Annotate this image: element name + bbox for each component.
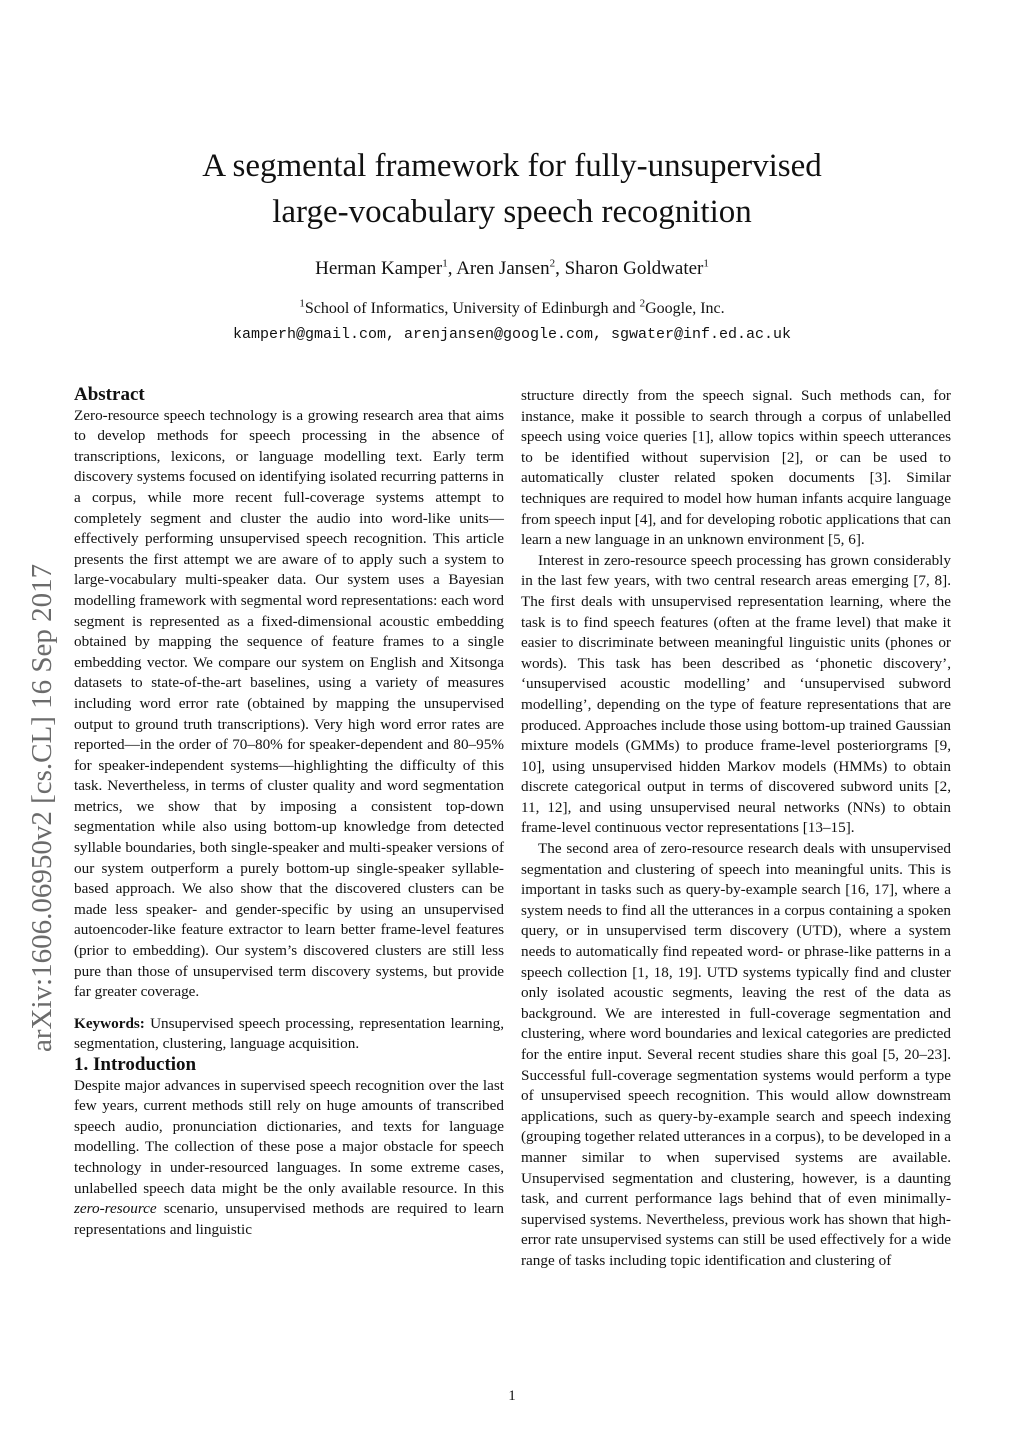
left-column bbox=[74, 385, 504, 1240]
affil-mark: 2 bbox=[639, 297, 646, 310]
author-name: Aren Jansen bbox=[456, 258, 550, 279]
body-paragraph: Interest in zero-resource speech processing has grown considerably in the last few years, with two central research areas emerging [7, 8]. The first deals with unsupervised representation learning, where the task is to find speech features (often at the frame level) that make it easier to discriminate between meaningful linguistic units (phones or words). This task has been described as ‘phonetic discovery’, ‘unsupervised acoustic modelling’ and ‘unsupervised subword modelling’, depending on the type of feature representations that are produced. Approaches include those using bottom-up trained Gaussian mixture models (GMMs) to produce frame-level posteriorgrams [9, 10], using unsupervised hidden Markov models (HMMs) to obtain discrete categorical output in terms of discovered subword units [2, 11, 12], and using unsupervised neural networks (NNs) to obtain frame-level continuous vector representations [13–15]. bbox=[521, 551, 951, 837]
intro-paragraph bbox=[74, 1076, 504, 1241]
title-line-2: large-vocabulary speech recognition bbox=[272, 194, 752, 230]
keywords bbox=[74, 1014, 504, 1055]
author-emails: kamperh@gmail.com, arenjansen@google.com, sgwater@inf.ed.ac.uk bbox=[232, 326, 792, 343]
title-line-1: A segmental framework for fully-unsupervised bbox=[202, 148, 822, 184]
affil-text: Google, Inc. bbox=[645, 300, 725, 317]
page-number: 1 bbox=[508, 1388, 516, 1404]
body-paragraph: The second area of zero-resource research deals with unsupervised segmentation and clustering of speech into meaningful units. This is important in tasks such as query-by-example search [16, 17], where a system needs to find all the utterances in a corpus containing a spoken query, or in unsupervised term discovery (UTD), where a system needs to automatically find repeated word- or phrase-like patterns in a speech collection [1, 18, 19]. UTD systems typically find and cluster only isolated acoustic segments, leaving the rest of the data as background. We are interested in full-coverage segmentation and clustering, where word boundaries and lexical categories are predicted for the entire input. Several recent studies share this goal [5, 20–23]. Successful full-coverage segmentation systems would perform a type of unsupervised speech recognition. This would allow downstream applications, such as query-by-example search and speech indexing (grouping together related utterances in a corpus), to be developed in a manner similar to when supervised systems are available. Unsupervised segmentation and clustering, however, is a daunting task, and current performance lags behind that of even minimally-supervised systems. Nevertheless, previous work has shown that high-error rate unsupervised systems can still be used effectively for a wide range of tasks including topic identification and clustering of bbox=[521, 840, 951, 1269]
body-paragraph: structure directly from the speech signal. Such methods can, for instance, make it possible to search through a corpus of unlabelled speech using voice queries [1], allow topics within speech utterances to be identified without supervision [2], or can be used to automatically cluster related spoken documents [3]. Similar techniques are required to model how human infants acquire language from speech input [4], and for developing robotic applications that can learn a new language in an unknown environment [5, 6]. bbox=[521, 387, 951, 549]
intro-emphasis: zero-resource bbox=[74, 1200, 157, 1218]
affiliations bbox=[0, 297, 1024, 318]
paper-title bbox=[0, 143, 1024, 235]
right-column bbox=[521, 386, 951, 1272]
abstract-text: Zero-resource speech technology is a growing research area that aims to develop methods for speech processing in the absence of transcriptions, lexicons, or language modelling text. Early term discovery systems focused on identifying isolated recurring patterns in a corpus, while more recent full-coverage systems attempt to completely segment and cluster the audio into word-like units—effectively performing unsupervised speech recognition. This article presents the first attempt we are aware of to apply such a system to large-vocabulary multi-speaker data. Our system uses a Bayesian modelling framework with segmental word representations: each word segment is represented as a fixed-dimensional acoustic embedding obtained by mapping the sequence of feature frames to a single embedding vector. We compare our system on English and Xitsonga datasets to state-of-the-art baselines, using a variety of measures including word error rate (obtained by mapping the unsupervised output to ground truth transcriptions). Very high word error rates are reported—in the order of 70–80% for speaker-dependent and 80–95% for speaker-independent systems—highlighting the difficulty of this task. Nevertheless, in terms of cluster quality and word segmentation metrics, we show that by imposing a consistent top-down segmentation while also using bottom-up knowledge from detected syllable boundaries, both single-speaker and multi-speaker versions of our system outperform a purely bottom-up single-speaker syllable-based approach. We also show that the discovered clusters can be made less speaker- and gender-specific by using an unsupervised autoencoder-like feature extractor to learn better frame-level features (prior to embedding). Our system’s discovered clusters are still less pure than those of unsupervised term discovery systems, but provide far greater coverage. bbox=[74, 406, 504, 1001]
arxiv-identifier: arXiv:1606.06950v2 [cs.CL] 16 Sep 2017 bbox=[26, 563, 58, 1052]
author-affil-mark: 2 bbox=[549, 257, 556, 270]
author-name: Herman Kamper bbox=[315, 258, 443, 279]
abstract-heading: Abstract bbox=[74, 384, 145, 405]
keywords-text: Unsupervised speech processing, representation learning, segmentation, clustering, language acquisition. bbox=[74, 1014, 504, 1053]
affil-mark: 1 bbox=[299, 297, 305, 310]
intro-text: Despite major advances in supervised speech recognition over the last few years, current methods still rely on huge amounts of transcribed speech audio, pronunciation dictionaries, and texts for language modelling. The collection of these pose a major obstacle for speech technology in under-resourced languages. In some extreme cases, unlabelled speech data might be the only available resource. In this bbox=[74, 1076, 504, 1197]
author-list: Herman Kamper$^1$, Aren Jansen$^2$, Sharon Goldwater$^1$ bbox=[315, 257, 709, 279]
intro-text: scenario, unsupervised methods are required to learn representations and linguistic bbox=[74, 1200, 504, 1238]
keywords-label: Keywords: bbox=[74, 1014, 145, 1032]
intro-heading: 1. Introduction bbox=[74, 1054, 197, 1075]
author-affil-mark: 1 bbox=[703, 257, 709, 270]
affil-text: School of Informatics, University of Edinburgh and bbox=[304, 300, 640, 317]
author-name: Sharon Goldwater bbox=[564, 258, 704, 279]
author-affil-mark: 1 bbox=[442, 257, 448, 270]
